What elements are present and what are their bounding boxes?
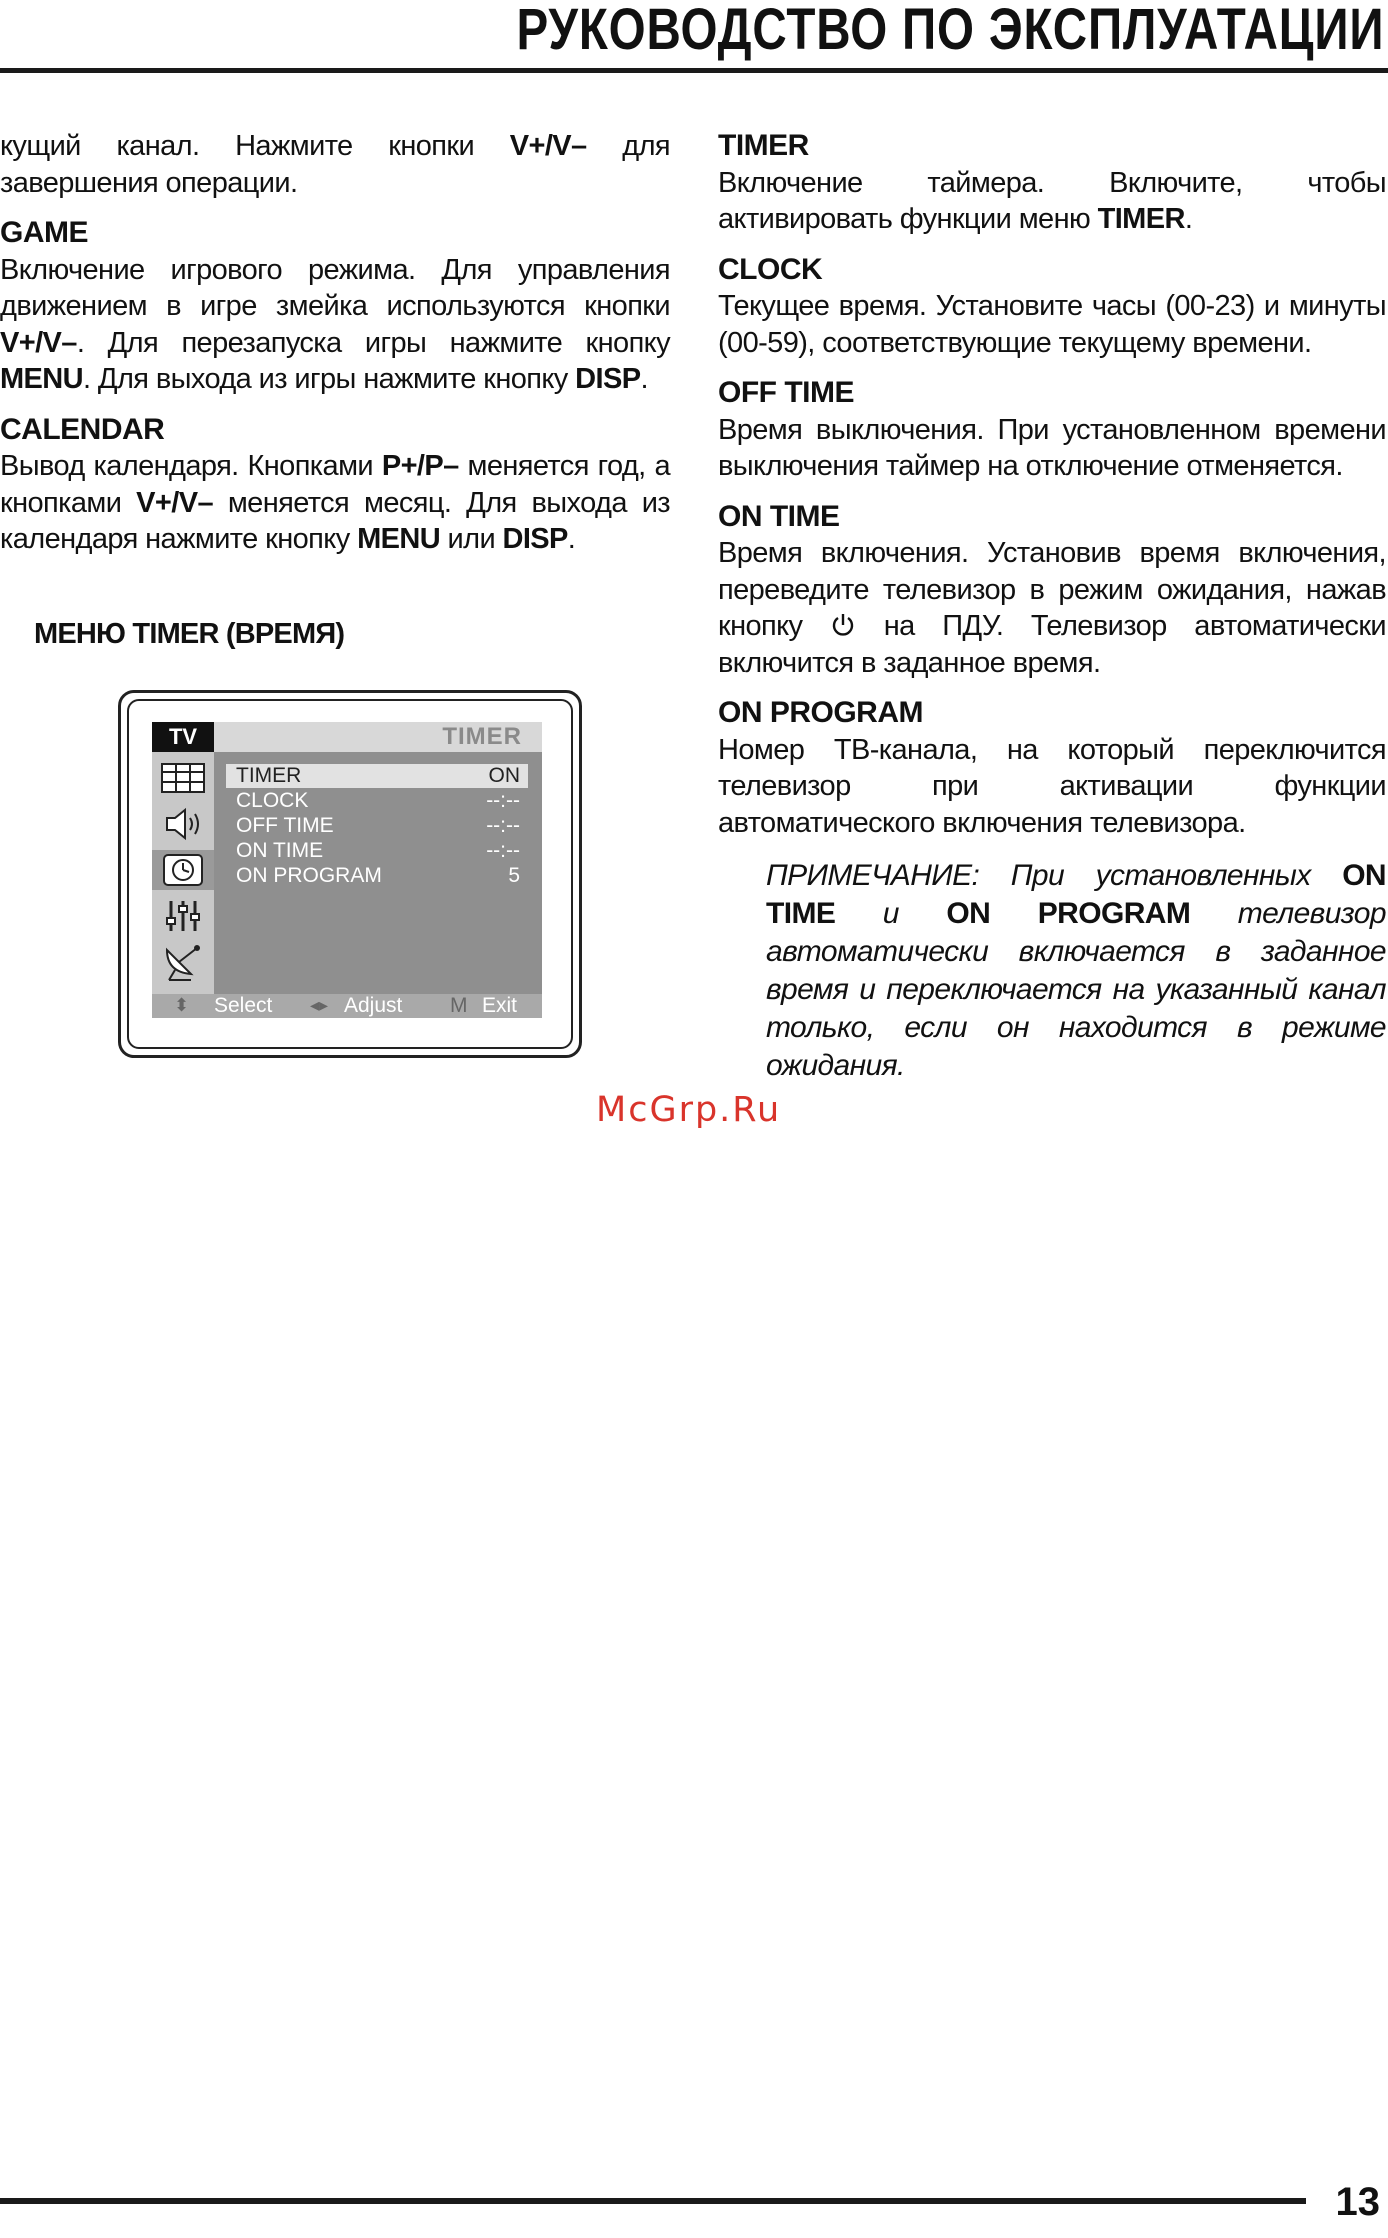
note-paragraph: ПРИМЕЧАНИЕ: При установленных ON TIME и ON PROGRAM телевизор автоматически включается в заданное время и переключается на указанный канал только, если он находится в режиме ожидания. [766,859,1386,1082]
picture-icon [160,758,206,798]
section-heading-timer: TIMER [718,129,809,162]
osd-row-value: 5 [508,864,520,887]
continuation-paragraph: кущий канал. Нажмите кнопки V+/V– для завершения операции. [0,130,670,199]
osd-icon-sidebar [152,752,214,994]
osd-row-label: ON PROGRAM [236,864,382,887]
section-body-on-time: Время включения. Установив время включения, переведите телевизор в режим ожидания, нажав кнопку на ПДУ. Телевизор автоматически включится в заданное время. [718,537,1387,679]
section-body-calendar: Вывод календаря. Кнопками P+/P– меняется год, а кнопками V+/V– меняется месяц. Для выхода из календаря нажмите кнопку MENU или DISP. [0,450,670,555]
sound-icon [160,804,206,844]
osd-row-value: ON [488,764,520,787]
power-icon [830,612,856,638]
footer-rule [0,2198,1306,2204]
left-column [0,128,670,558]
section-heading-game: GAME [0,216,88,249]
hint-m-key: M [450,994,468,1017]
osd-row-label: CLOCK [236,789,309,812]
figure-caption: МЕНЮ TIMER (ВРЕМЯ) [34,618,345,650]
header-rule [0,68,1388,73]
section-body-game: Включение игрового режима. Для управления движением в игре змейка используются кнопки V+/V–. Для перезапуска игры нажмите кнопку MENU. Для выхода из игры нажмите кнопку DISP. [0,253,670,395]
hint-adjust: Adjust [344,994,403,1017]
watermark: McGrp.Ru [596,1090,782,1130]
section-heading-on-program: ON PROGRAM [718,696,923,729]
osd-row-value: --:-- [486,789,520,812]
section-body-timer: Включение таймера. Включите, чтобы активировать функции меню TIMER. [718,166,1386,235]
osd-row-off-time[interactable] [226,814,528,838]
osd-title-bar [152,722,542,752]
osd-row-on-time[interactable] [226,839,528,863]
osd-row-timer[interactable] [226,764,528,788]
osd-row-value: --:-- [486,839,520,862]
section-body-off-time: Время выключения. При установленном времени выключения таймер на отключение отменяется. [718,413,1386,482]
page-number: 13 [1335,2180,1380,2224]
osd-row-label: TIMER [236,764,302,787]
section-heading-on-time: ON TIME [718,499,840,533]
page-header-title: РУКОВОДСТВО ПО ЭКСПЛУАТАЦИИ [516,0,1384,62]
section-body-on-program: Номер ТВ-канала, на который переключится телевизор при активации функции автоматического включения телевизора. [718,733,1386,839]
osd-row-label: ON TIME [236,839,324,862]
right-column [718,128,1386,841]
left-right-arrow-icon: ◂▸ [310,995,329,1015]
osd-row-clock[interactable] [226,789,528,813]
hint-select: Select [214,994,273,1017]
osd-row-label: OFF TIME [236,814,334,837]
osd-row-on-program[interactable] [226,864,528,888]
section-heading-off-time: OFF TIME [718,376,854,409]
up-down-arrow-icon: ⬍ [174,995,190,1015]
osd-row-value: --:-- [486,814,520,837]
osd-tv-tag: TV [152,722,214,752]
section-heading-clock: CLOCK [718,252,823,286]
section-heading-calendar: CALENDAR [0,412,165,446]
osd-hint-bar [152,994,542,1018]
section-body-clock: Текущее время. Установите часы (00-23) и минуты (00-59), соответствующие текущему времени. [718,290,1386,359]
timer-osd-menu [152,722,542,1018]
settings-icon [160,896,206,936]
osd-menu-list [214,752,542,994]
timer-icon [152,850,214,890]
osd-title: TIMER [442,723,522,750]
hint-exit: Exit [482,994,518,1017]
antenna-icon [160,942,206,982]
